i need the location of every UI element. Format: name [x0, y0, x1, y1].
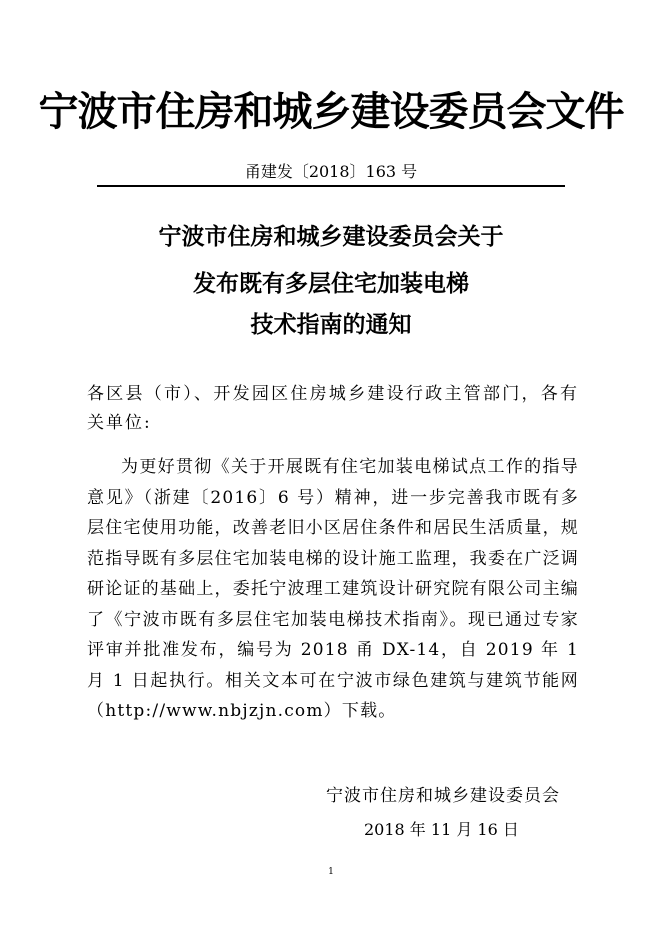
body-paragraph: 为更好贯彻《关于开展既有住宅加装电梯试点工作的指导意见》（浙建〔2016〕6 号）精神，进一步完善我市既有多层住宅使用功能，改善老旧小区居住条件和居民生活质量，规范指导既有多层住宅加装电梯的设计施工监理，我委在广泛调研论证的基础上，委托宁波理工建筑设计研究院有限公司主编了《宁波市既有多层住宅加装电梯技术指南》。现已通过专家评审并批准发布，编号为 2018 甬 DX-14，自 2019 年 1 月 1 日起执行。相关文本可在宁波市绿色建筑与建筑节能网（http://www.nbjzjn.com）下载。 [87, 457, 579, 721]
document-number: 甬建发〔2018〕163 号 [244, 162, 418, 181]
signature-date: 2018 年 11 月 16 日 [364, 820, 519, 839]
notice-title-line-1: 宁波市住房和城乡建设委员会关于 [158, 223, 504, 250]
header-divider [97, 185, 565, 187]
issuer-title: 宁波市住房和城乡建设委员会文件 [38, 88, 624, 135]
addressee: 各区县（市）、开发园区住房城乡建设行政主管部门，各有关单位: [87, 384, 579, 433]
notice-title-line-3: 技术指南的通知 [250, 311, 412, 338]
notice-title-line-2: 发布既有多层住宅加装电梯 [193, 270, 469, 297]
signature-organization: 宁波市住房和城乡建设委员会 [326, 786, 560, 806]
page-number: 1 [328, 867, 334, 877]
